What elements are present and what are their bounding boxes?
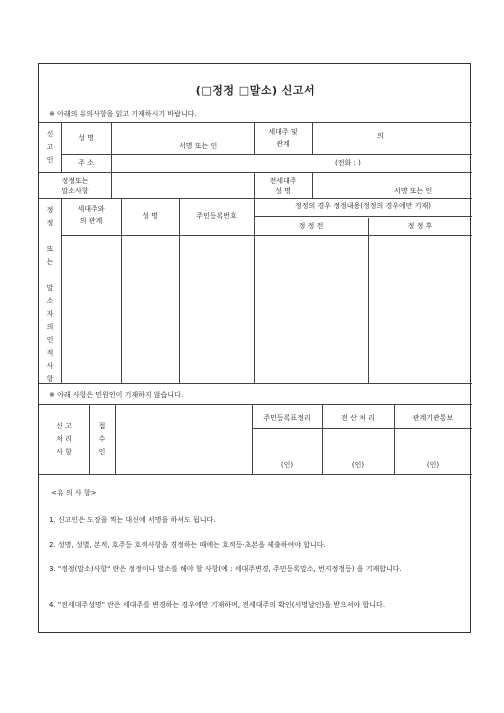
divider [312,122,313,154]
col-name-header: 성 명 [142,212,158,220]
divider [254,216,472,217]
divider [368,218,369,383]
divider [39,404,472,405]
divider [111,122,112,172]
divider [179,198,180,383]
divider [115,404,116,474]
divider [61,235,472,236]
subject-label: 정정또는 [61,177,89,185]
divider [252,428,472,429]
col-relation-header: 세대주와 [77,205,105,213]
divider [61,198,62,383]
col-agency: 관계기관통보 [412,414,454,422]
note-item: 4. "전세대주성명" 란은 세대주를 변경하는 경우에만 기재하며, 전세대주의 확인(서명날인)을 받으셔야 합니다. [49,601,386,609]
divider [121,198,122,383]
col-id-header: 주민등록번호 [196,212,237,220]
note-item: 2. 성명, 성별, 본적, 호주등 호적사항을 경정하는 때에는 호적등·초본을 제출하여야 합니다. [49,541,326,549]
divider [39,383,472,384]
name-label: 성 명 [78,134,94,142]
household-relation-label-2: 관계 [276,140,290,148]
detail-side-label: 정 정 또 는 말 소 자 의 인 적 사 항 [46,206,54,383]
col-relation-header-2: 의 관계 [79,217,103,225]
prev-head-label-2: 성 명 [275,187,291,195]
phone-text: (전화 : ) [335,159,361,167]
divider [39,474,472,475]
report-form [38,63,471,633]
relation-suffix: 의 [377,132,384,140]
reporter-signature-hint: 서명 또는 인 [179,142,218,150]
seal-registry: (인) [280,461,294,469]
divider [61,154,472,155]
office-receipt-label: 접 수 인 [98,422,106,456]
prev-head-signature-hint: 서명 또는 인 [394,187,433,195]
seal-computer: (인) [351,461,365,469]
col-computer: 전 산 처 리 [341,414,375,422]
divider [39,198,472,199]
prev-head-label: 전세대주 [269,177,297,185]
col-before-header: 정 정 전 [298,222,324,230]
address-label: 주 소 [78,159,94,167]
divider [254,122,255,154]
reporter-side-label: 신 고 인 [46,130,54,164]
seal-agency: (인) [426,461,440,469]
col-registry: 주민등록표정리 [263,414,311,422]
divider [312,172,313,198]
col-change-content-header: 정정의 경우 정정내용(정정의 경우에만 기재) [294,202,432,210]
instruction-text: ※ 아래의 유의사항을 읽고 기재하시기 바랍니다. [49,110,197,118]
subject-label-2: 말소사항 [61,187,89,195]
note-item: 3. "정정(말소)사항" 란은 정정이나 말소를 해야 할 사항(예 : 세대주변경, 주민등록말소, 번지정정등) 을 기재합니다. [49,565,402,573]
form-title: (□정정 □말소) 신고서 [195,84,316,97]
note-item: 1. 신고인은 도장을 찍는 대신에 서명을 하셔도 됩니다. [49,516,216,524]
col-after-header: 정 정 후 [407,222,433,230]
divider [111,172,112,198]
household-relation-label: 세대주 및 [268,128,298,136]
notes-header: <유 의 사 항> [51,489,97,497]
office-report-label: 신 고 처 리 사 항 [56,422,72,456]
office-note: ※ 아래 사항은 민원인이 기재하지 않습니다. [49,391,184,399]
divider [39,122,472,123]
divider [39,172,472,173]
